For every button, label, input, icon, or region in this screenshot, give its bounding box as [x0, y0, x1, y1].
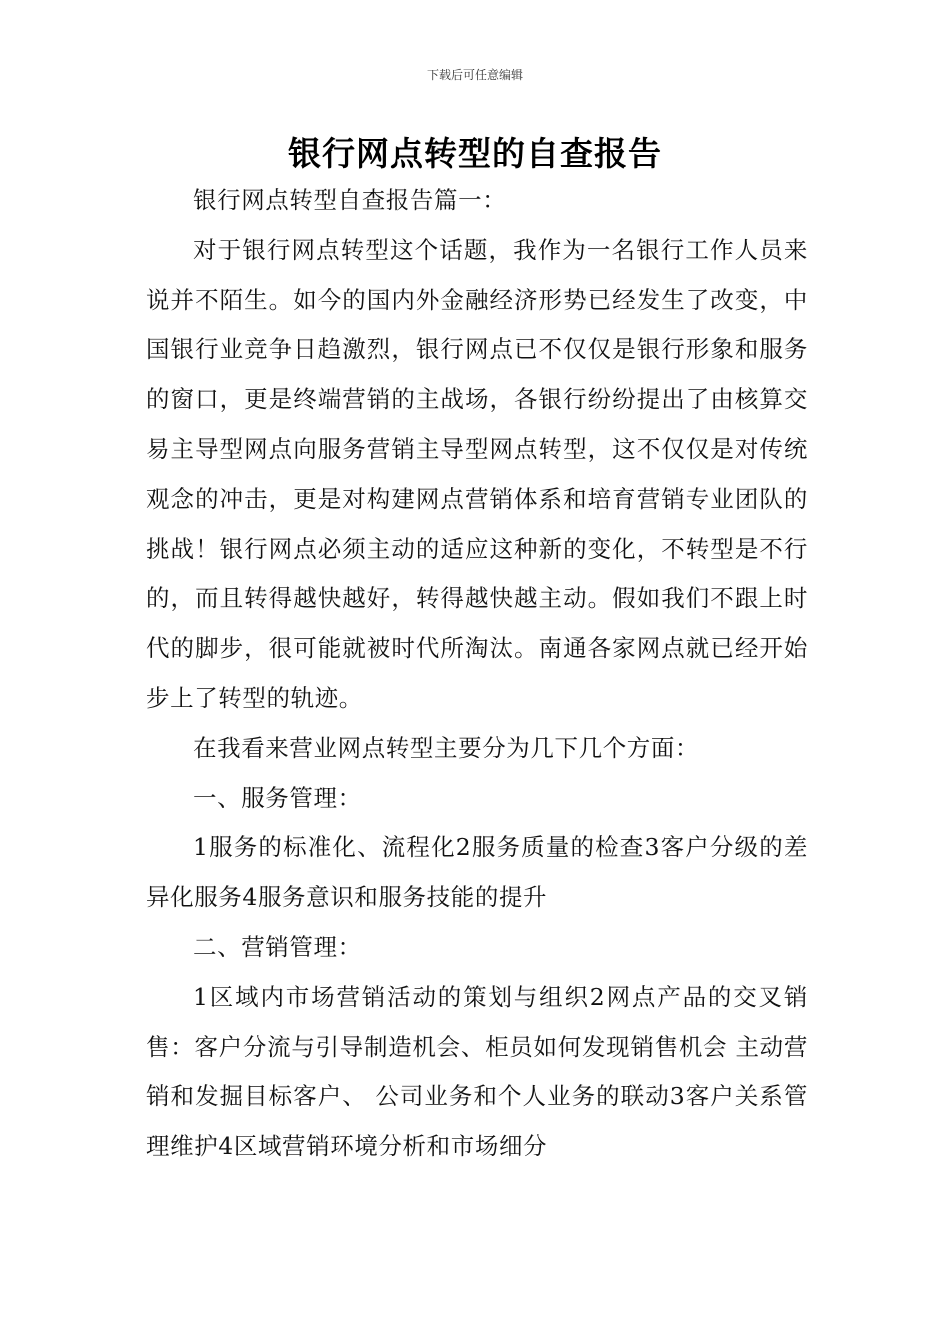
body-paragraph-marketing-items: 1区域内市场营销活动的策划与组织2网点产品的交叉销售：客户分流与引导制造机会、柜员如何发现销售机会 主动营销和发掘目标客户、 公司业务和个人业务的联动3客户关系管理维护4区域营销环境分析和市场细分	[146, 982, 808, 1161]
section-heading-part-one: 银行网点转型自查报告篇一：	[193, 186, 507, 214]
body-paragraph-overview: 在我看来营业网点转型主要分为几下几个方面：	[193, 733, 700, 762]
body-paragraph-service-items: 1服务的标准化、流程化2服务质量的检查3客户分级的差异化服务4服务意识和服务技能的提升	[146, 833, 808, 912]
document-title: 银行网点转型的自查报告	[288, 134, 662, 173]
header-note: 下载后可任意编辑	[426, 68, 523, 82]
section-heading-marketing-management: 二、营销管理：	[193, 932, 362, 961]
document-body	[146, 176, 808, 1172]
section-heading-service-management: 一、服务管理：	[193, 783, 362, 812]
body-paragraph-intro: 对于银行网点转型这个话题，我作为一名银行工作人员来说并不陌生。如今的国内外金融经济形势已经发生了改变，中国银行业竞争日趋激烈，银行网点已不仅仅是银行形象和服务的窗口，更是终端营销的主战场，各银行纷纷提出了由核算交易主导型网点向服务营销主导型网点转型，这不仅仅是对传统观念的冲击，更是对构建网点营销体系和培育营销专业团队的挑战！银行网点必须主动的适应这种新的变化，不转型是不行的，而且转得越快越好，转得越快越主动。假如我们不跟上时代的脚步，很可能就被时代所淘汰。南通各家网点就已经开始步上了转型的轨迹。	[146, 235, 808, 712]
